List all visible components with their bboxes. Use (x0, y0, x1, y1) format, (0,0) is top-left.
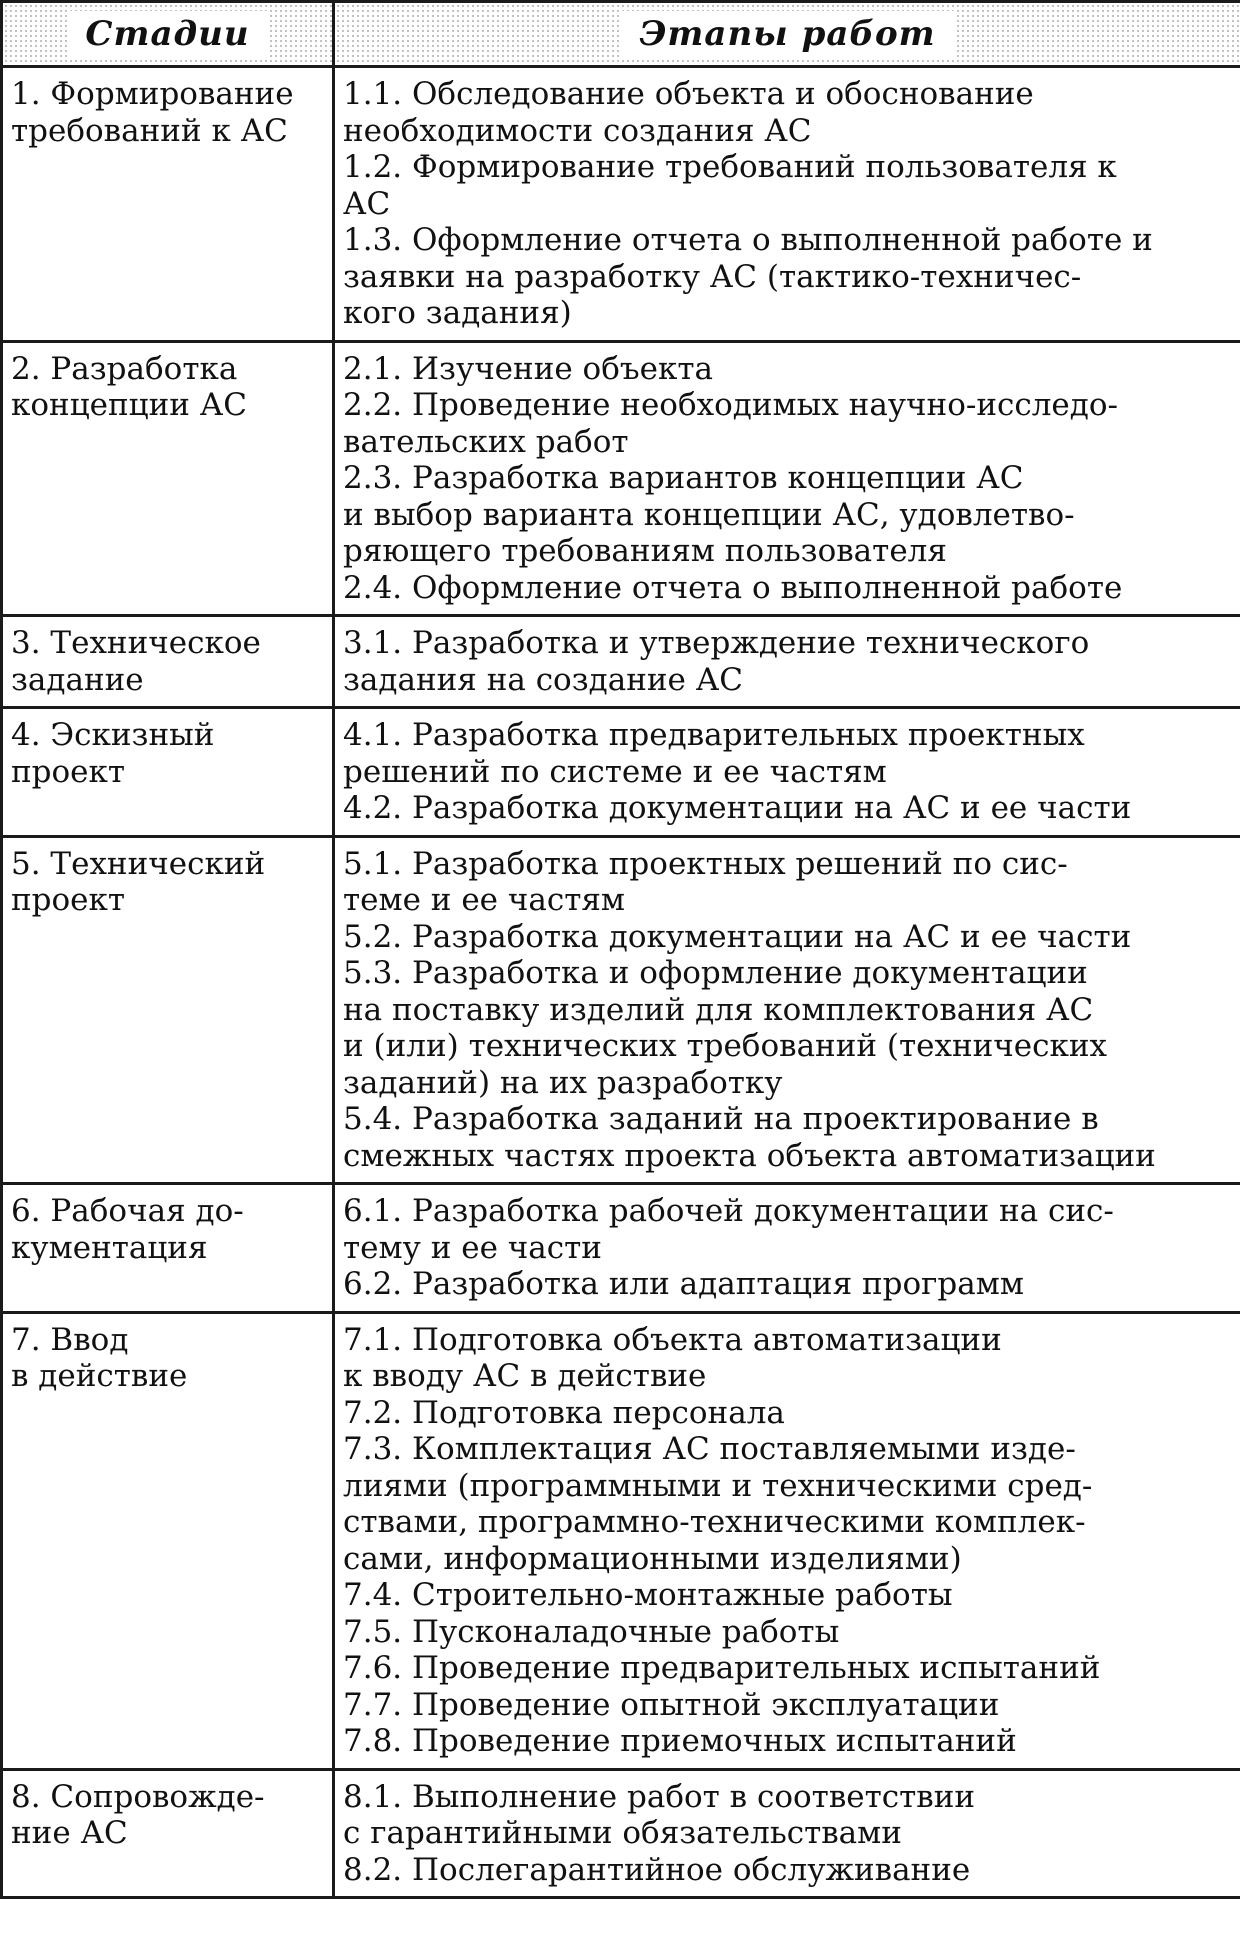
stage-cell (2, 1312, 334, 1769)
work-item-line: вательских работ (343, 423, 629, 460)
works-cell (334, 708, 1240, 837)
table-row (2, 708, 1240, 837)
work-item-line: 1.2. Формирование требований пользователя к (343, 149, 1117, 185)
work-item-line: необходимости создания АС (343, 112, 812, 149)
work-item-line: 6.1. Разработка рабочей документации на сис- (343, 1193, 1114, 1229)
stage-name: 6. Рабочая до- кументация (11, 1193, 244, 1266)
table-row (2, 1769, 1240, 1898)
work-item-line: и выбор варианта концепции АС, удовлетво- (343, 496, 1075, 533)
work-item-line: лиями (программными и техническими сред- (343, 1467, 1093, 1504)
stage-name: 2. Разработка концепции АС (11, 350, 247, 423)
stage-cell (2, 67, 334, 342)
stage-name: 3. Техническое задание (11, 625, 261, 698)
work-item-line: 5.4. Разработка заданий на проектирование в (343, 1101, 1099, 1137)
work-item-line: 4.1. Разработка предварительных проектных (343, 717, 1085, 753)
stage-column-header (2, 2, 334, 67)
work-item-line: АС (343, 185, 391, 222)
work-item-line: 7.7. Проведение опытной эксплуатации (343, 1686, 1000, 1723)
stage-name: 7. Ввод в действие (11, 1321, 188, 1394)
table-header-row (2, 2, 1240, 67)
work-item-line: к вводу АС в действие (343, 1358, 707, 1394)
works-header-label: Этапы работ (621, 11, 953, 57)
work-item-line: 2.3. Разработка вариантов концепции АС (343, 460, 1024, 496)
works-cell (334, 67, 1240, 342)
table-row (2, 836, 1240, 1184)
stage-cell (2, 1769, 334, 1898)
work-item-line: 5.3. Разработка и оформление документации (343, 955, 1088, 991)
work-item-line: ряющего требованиям пользователя (343, 533, 947, 569)
stage-name: 1. Формирование требований к АС (11, 76, 294, 149)
work-item-line: 8.1. Выполнение работ в соответствии (343, 1778, 976, 1815)
table-row (2, 616, 1240, 708)
table-row (2, 341, 1240, 616)
works-cell (334, 1184, 1240, 1313)
work-item-line: сами, информационными изделиями) (343, 1540, 962, 1577)
work-item-line: 3.1. Разработка и утверждение технического (343, 625, 1090, 661)
work-item-line: 5.2. Разработка документации на АС и ее части (343, 918, 1132, 955)
work-item-line: 7.3. Комплектация АС поставляемыми изде- (343, 1431, 1076, 1467)
work-item-line: 6.2. Разработка или адаптация программ (343, 1266, 1024, 1302)
work-item-line: задания на создание АС (343, 661, 743, 698)
table-body (2, 67, 1240, 1898)
stage-cell (2, 1184, 334, 1313)
works-column-header (334, 2, 1240, 67)
work-item-line: заданий) на их разработку (343, 1064, 783, 1101)
table-row (2, 67, 1240, 342)
stage-header-label: Стадии (67, 11, 267, 57)
work-item-line: 7.1. Подготовка объекта автоматизации (343, 1321, 1002, 1358)
work-item-line: на поставку изделий для комплектования АС (343, 991, 1094, 1028)
works-cell (334, 1769, 1240, 1898)
work-item-line: 2.2. Проведение необходимых научно-исследо- (343, 387, 1118, 423)
work-item-line: 7.2. Подготовка персонала (343, 1394, 785, 1431)
work-item-line: 5.1. Разработка проектных решений по сис- (343, 845, 1068, 882)
work-item-line: с гарантийными обязательствами (343, 1815, 902, 1851)
stage-name: 8. Сопровожде- ние АС (11, 1778, 265, 1851)
stage-name: 5. Технический проект (11, 845, 266, 918)
work-item-line: 1.1. Обследование объекта и обоснование (343, 76, 1034, 112)
work-item-line: смежных частях проекта объекта автоматизации (343, 1137, 1156, 1174)
works-cell (334, 616, 1240, 708)
work-item-line: 8.2. Послегарантийное обслуживание (343, 1851, 971, 1888)
work-item-line: 1.3. Оформление отчета о выполненной работе и (343, 222, 1153, 258)
work-item-line: 4.2. Разработка документации на АС и ее части (343, 790, 1132, 826)
works-cell (334, 341, 1240, 616)
stage-cell (2, 616, 334, 708)
table-row (2, 1312, 1240, 1769)
work-item-line: 7.8. Проведение приемочных испытаний (343, 1723, 1017, 1759)
work-item-line: 7.6. Проведение предварительных испытаний (343, 1650, 1101, 1686)
work-item-line: заявки на разработку АС (тактико-техничес- (343, 258, 1082, 295)
work-item-line: теме и ее частям (343, 882, 626, 918)
work-item-line: ствами, программно-техническими комплек- (343, 1504, 1086, 1540)
work-item-line: 7.4. Строительно-монтажные работы (343, 1577, 953, 1613)
work-item-line: 7.5. Пусконаладочные работы (343, 1613, 840, 1650)
work-item-line: решений по системе и ее частям (343, 753, 887, 790)
stage-name: 4. Эскизный проект (11, 717, 215, 790)
stage-cell (2, 836, 334, 1184)
work-item-line: 2.4. Оформление отчета о выполненной работе (343, 569, 1123, 606)
works-cell (334, 836, 1240, 1184)
stage-cell (2, 341, 334, 616)
work-item-line: и (или) технических требований (технических (343, 1028, 1108, 1064)
table-row (2, 1184, 1240, 1313)
work-item-line: тему и ее части (343, 1229, 602, 1266)
work-item-line: кого задания) (343, 295, 572, 331)
stage-cell (2, 708, 334, 837)
works-cell (334, 1312, 1240, 1769)
work-item-line: 2.1. Изучение объекта (343, 350, 713, 387)
